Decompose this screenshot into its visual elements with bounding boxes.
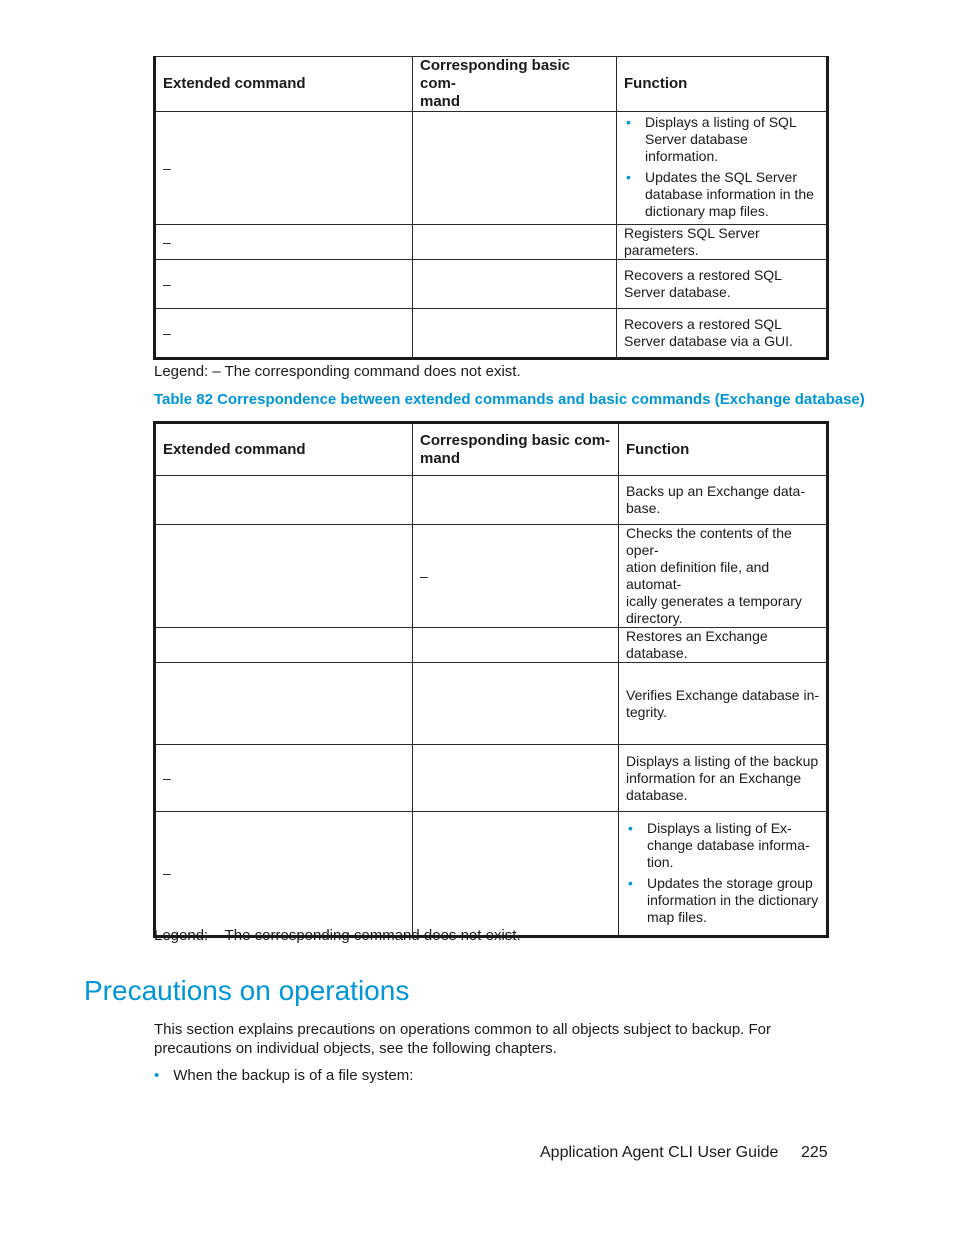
list-item: • When the backup is of a file system: <box>154 1067 414 1084</box>
list-item: • Displays a listing of SQL Server database information. <box>626 114 797 164</box>
cell-basic: – <box>413 525 619 628</box>
list-item: • Updates the SQL Server database information in the dictionary map files. <box>626 169 814 219</box>
sql-server-command-table <box>153 56 829 360</box>
cell-extended: – <box>155 812 413 937</box>
footer-page-number: 225 <box>801 1144 828 1161</box>
cell-function: Backs up an Exchange data- base. <box>619 476 828 525</box>
cell-extended: – <box>155 225 413 260</box>
header-basic-command: Corresponding basic com- mand <box>413 57 617 112</box>
table-legend: Legend: – The corresponding command does not exist. <box>154 927 521 944</box>
bullet-icon: • <box>628 874 633 891</box>
bullet-icon: • <box>154 1067 160 1084</box>
table-row <box>155 663 828 745</box>
section-heading: Precautions on operations <box>84 975 410 1006</box>
cell-function: Recovers a restored SQL Server database via a GUI. <box>617 309 828 359</box>
list-item: • Displays a listing of Ex- change database informa- tion. <box>628 819 810 870</box>
cell-extended: – <box>155 112 413 225</box>
table-row <box>155 225 828 260</box>
cell-extended: – <box>155 260 413 309</box>
section-paragraph: This section explains precautions on operations common to all objects subject to backup. For precautions on individual objects, see the following chapters. <box>154 1021 771 1057</box>
cell-basic <box>413 112 617 225</box>
table-legend: Legend: – The corresponding command does not exist. <box>154 363 521 380</box>
cell-function <box>619 812 828 937</box>
footer-guide-title: Application Agent CLI User Guide <box>540 1144 779 1161</box>
table-row <box>155 476 828 525</box>
header-extended-command: Extended command <box>155 57 413 112</box>
table-row <box>155 525 828 628</box>
cell-basic <box>413 260 617 309</box>
cell-basic <box>413 309 617 359</box>
cell-function <box>617 112 828 225</box>
cell-extended: – <box>155 745 413 812</box>
bullet-icon: • <box>626 169 631 185</box>
list-item: • Updates the storage group information in the dictionary map files. <box>628 874 819 925</box>
cell-extended <box>155 628 413 663</box>
cell-function: Registers SQL Server parameters. <box>617 225 828 260</box>
cell-extended <box>155 476 413 525</box>
table-row <box>155 812 828 937</box>
table-row <box>155 628 828 663</box>
cell-function: Verifies Exchange database in- tegrity. <box>619 663 828 745</box>
function-bullet-list <box>626 820 819 926</box>
cell-function: Checks the contents of the oper- ation definition file, and automat- ically generates a temporary directory. <box>619 525 828 628</box>
header-basic-command: Corresponding basic com- mand <box>413 423 619 476</box>
table-header-row <box>155 57 828 112</box>
bullet-icon: • <box>626 114 631 130</box>
header-extended-command: Extended command <box>155 423 413 476</box>
header-function: Function <box>617 57 828 112</box>
cell-basic <box>413 225 617 260</box>
table-caption: Table 82 Correspondence between extended commands and basic commands (Exchange database) <box>154 391 865 408</box>
cell-function: Displays a listing of the backup information for an Exchange database. <box>619 745 828 812</box>
cell-function: Restores an Exchange database. <box>619 628 828 663</box>
function-bullet-list <box>624 114 819 220</box>
table-row <box>155 112 828 225</box>
table-row <box>155 260 828 309</box>
cell-function: Recovers a restored SQL Server database. <box>617 260 828 309</box>
table-header-row <box>155 423 828 476</box>
cell-basic <box>413 745 619 812</box>
cell-basic <box>413 812 619 937</box>
table-row <box>155 745 828 812</box>
header-function: Function <box>619 423 828 476</box>
bullet-icon: • <box>628 819 633 836</box>
cell-extended <box>155 525 413 628</box>
cell-extended: – <box>155 309 413 359</box>
cell-basic <box>413 476 619 525</box>
cell-extended <box>155 663 413 745</box>
table-row <box>155 309 828 359</box>
exchange-command-table <box>153 421 829 938</box>
cell-basic <box>413 628 619 663</box>
cell-basic <box>413 663 619 745</box>
